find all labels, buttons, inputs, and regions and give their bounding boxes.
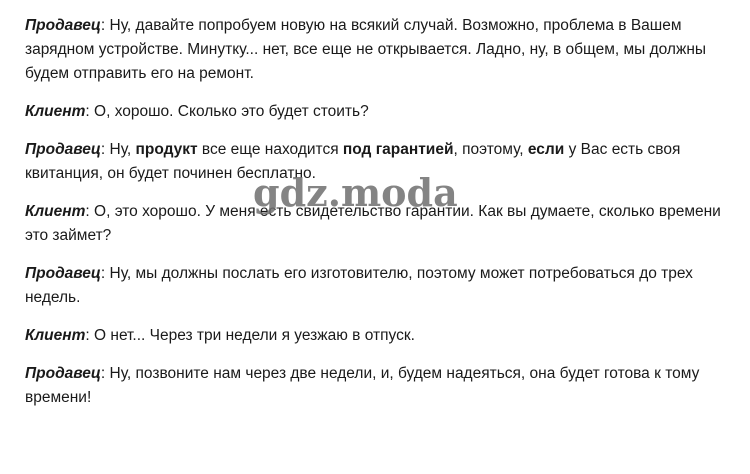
dialogue-line: [25, 324, 740, 348]
line-text: : Ну, позвоните нам через две недели, и, будем надеяться, она будет готова к тому времени!: [25, 365, 700, 406]
line-text: : Ну, мы должны послать его изготовителю, поэтому может потребоваться до трех недель.: [25, 265, 693, 306]
line-text: : Ну,: [100, 141, 136, 158]
speaker-label: Продавец: [25, 265, 101, 282]
speaker-label: Продавец: [25, 17, 101, 34]
line-text: : О, это хорошо. У меня есть свидетельство гарантии. Как вы думаете, сколько времени это займет?: [25, 203, 721, 244]
dialogue-line: [25, 100, 740, 124]
line-text: , поэтому,: [453, 141, 528, 158]
line-text: : О, хорошо. Сколько это будет стоить?: [85, 103, 369, 120]
line-text: : Ну, давайте попробуем новую на всякий случай. Возможно, проблема в Вашем зарядном устройстве. Минутку... нет, все еще не открывается. Ладно, ну, в общем, мы должны будем отправить его на ремонт.: [25, 17, 707, 82]
line-text: : О нет... Через три недели я уезжаю в отпуск.: [85, 327, 415, 344]
speaker-label: Продавец: [25, 365, 101, 382]
speaker-label: Клиент: [25, 327, 86, 344]
keyword-warranty: под гарантией: [342, 141, 454, 158]
watermark: gdz.moda: [253, 170, 458, 215]
keyword-product: продукт: [135, 141, 198, 158]
dialogue-document: [25, 14, 740, 424]
speaker-label: Клиент: [25, 203, 86, 220]
dialogue-line: [25, 362, 740, 410]
dialogue-line: [25, 138, 740, 186]
speaker-label: Клиент: [25, 103, 86, 120]
dialogue-line: [25, 262, 740, 310]
line-text: у Вас есть своя квитанция, он будет починен бесплатно.: [25, 141, 681, 182]
speaker-label: Продавец: [25, 141, 101, 158]
dialogue-line: [25, 200, 740, 248]
line-text: все еще находится: [197, 141, 343, 158]
keyword-if: если: [527, 141, 565, 158]
dialogue-line: [25, 14, 740, 86]
